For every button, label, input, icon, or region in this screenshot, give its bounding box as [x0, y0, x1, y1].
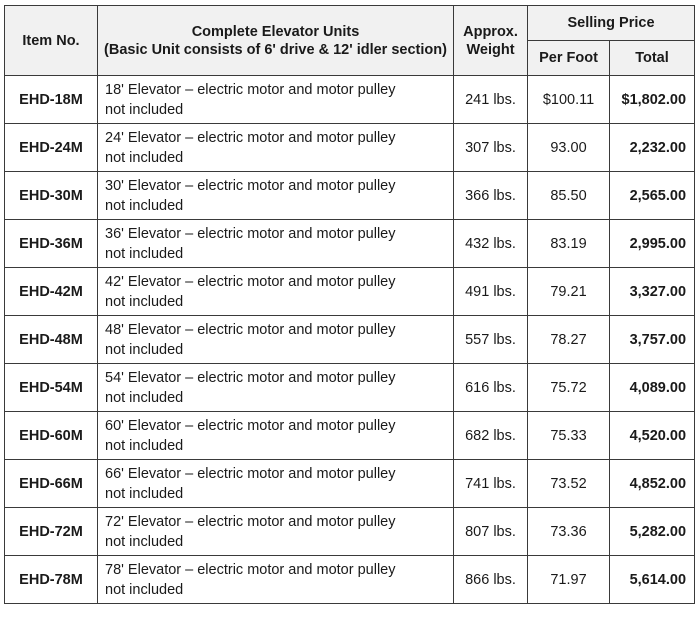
description-cell — [98, 76, 454, 124]
weight-cell: 307 lbs. — [454, 124, 528, 172]
per-foot-price-cell: 73.52 — [528, 460, 610, 508]
item-number-cell: EHD-72M — [5, 508, 98, 556]
per-foot-price-cell: 75.72 — [528, 364, 610, 412]
description-line-1: 78' Elevator – electric motor and motor pulley — [105, 561, 396, 578]
header-total: Total — [610, 41, 695, 76]
item-number-cell: EHD-24M — [5, 124, 98, 172]
header-description-subtitle: (Basic Unit consists of 6' drive & 12' idler section) — [104, 41, 447, 58]
description-line-2: not included — [105, 389, 184, 406]
weight-cell: 807 lbs. — [454, 508, 528, 556]
header-per-foot: Per Foot — [528, 41, 610, 76]
weight-cell: 557 lbs. — [454, 316, 528, 364]
description-line-1: 36' Elevator – electric motor and motor pulley — [105, 225, 396, 242]
total-price-cell: $1,802.00 — [610, 76, 695, 124]
total-price-cell: 4,852.00 — [610, 460, 695, 508]
table-row — [5, 268, 695, 316]
description-cell — [98, 220, 454, 268]
table-body — [5, 76, 695, 604]
description-line-2: not included — [105, 293, 184, 310]
per-foot-price-cell: $100.11 — [528, 76, 610, 124]
description-line-2: not included — [105, 581, 184, 598]
description-line-1: 60' Elevator – electric motor and motor pulley — [105, 417, 396, 434]
header-weight — [454, 6, 528, 76]
total-price-cell: 2,995.00 — [610, 220, 695, 268]
top-cropped-strip — [0, 0, 700, 4]
table-row — [5, 124, 695, 172]
per-foot-price-cell: 78.27 — [528, 316, 610, 364]
description-cell — [98, 508, 454, 556]
weight-cell: 432 lbs. — [454, 220, 528, 268]
description-line-1: 24' Elevator – electric motor and motor pulley — [105, 129, 396, 146]
table-row — [5, 460, 695, 508]
header-weight-line2: Weight — [466, 41, 515, 58]
per-foot-price-cell: 73.36 — [528, 508, 610, 556]
item-number-cell: EHD-54M — [5, 364, 98, 412]
description-line-2: not included — [105, 341, 184, 358]
header-selling-price: Selling Price — [528, 6, 695, 41]
weight-cell: 741 lbs. — [454, 460, 528, 508]
table-row — [5, 172, 695, 220]
table-row — [5, 412, 695, 460]
item-number-cell: EHD-60M — [5, 412, 98, 460]
table-row — [5, 508, 695, 556]
description-cell — [98, 556, 454, 604]
total-price-cell: 4,520.00 — [610, 412, 695, 460]
description-line-2: not included — [105, 197, 184, 214]
description-line-2: not included — [105, 101, 184, 118]
header-description — [98, 6, 454, 76]
description-line-2: not included — [105, 533, 184, 550]
total-price-cell: 3,327.00 — [610, 268, 695, 316]
item-number-cell: EHD-18M — [5, 76, 98, 124]
weight-cell: 491 lbs. — [454, 268, 528, 316]
item-number-cell: EHD-66M — [5, 460, 98, 508]
total-price-cell: 2,565.00 — [610, 172, 695, 220]
total-price-cell: 2,232.00 — [610, 124, 695, 172]
per-foot-price-cell: 79.21 — [528, 268, 610, 316]
weight-cell: 866 lbs. — [454, 556, 528, 604]
description-line-2: not included — [105, 245, 184, 262]
description-line-2: not included — [105, 485, 184, 502]
per-foot-price-cell: 71.97 — [528, 556, 610, 604]
elevator-price-table — [4, 5, 695, 604]
description-line-1: 42' Elevator – electric motor and motor pulley — [105, 273, 396, 290]
description-cell — [98, 460, 454, 508]
description-line-1: 66' Elevator – electric motor and motor pulley — [105, 465, 396, 482]
weight-cell: 366 lbs. — [454, 172, 528, 220]
description-cell — [98, 316, 454, 364]
per-foot-price-cell: 93.00 — [528, 124, 610, 172]
item-number-cell: EHD-36M — [5, 220, 98, 268]
header-description-title: Complete Elevator Units — [191, 23, 360, 40]
description-cell — [98, 172, 454, 220]
description-line-1: 54' Elevator – electric motor and motor pulley — [105, 369, 396, 386]
description-cell — [98, 412, 454, 460]
description-line-1: 30' Elevator – electric motor and motor pulley — [105, 177, 396, 194]
item-number-cell: EHD-48M — [5, 316, 98, 364]
table-row — [5, 364, 695, 412]
description-cell — [98, 364, 454, 412]
description-line-2: not included — [105, 149, 184, 166]
item-number-cell: EHD-42M — [5, 268, 98, 316]
total-price-cell: 5,282.00 — [610, 508, 695, 556]
per-foot-price-cell: 83.19 — [528, 220, 610, 268]
description-line-1: 18' Elevator – electric motor and motor pulley — [105, 81, 396, 98]
header-weight-line1: Approx. — [463, 23, 518, 40]
per-foot-price-cell: 75.33 — [528, 412, 610, 460]
description-line-1: 48' Elevator – electric motor and motor pulley — [105, 321, 396, 338]
description-line-1: 72' Elevator – electric motor and motor pulley — [105, 513, 396, 530]
table-row — [5, 220, 695, 268]
description-cell — [98, 124, 454, 172]
weight-cell: 616 lbs. — [454, 364, 528, 412]
total-price-cell: 4,089.00 — [610, 364, 695, 412]
item-number-cell: EHD-30M — [5, 172, 98, 220]
total-price-cell: 5,614.00 — [610, 556, 695, 604]
description-line-2: not included — [105, 437, 184, 454]
table-row — [5, 76, 695, 124]
item-number-cell: EHD-78M — [5, 556, 98, 604]
weight-cell: 241 lbs. — [454, 76, 528, 124]
header-item-no: Item No. — [5, 6, 98, 76]
weight-cell: 682 lbs. — [454, 412, 528, 460]
table-row — [5, 316, 695, 364]
table-header — [5, 6, 695, 76]
description-cell — [98, 268, 454, 316]
total-price-cell: 3,757.00 — [610, 316, 695, 364]
per-foot-price-cell: 85.50 — [528, 172, 610, 220]
table-row — [5, 556, 695, 604]
